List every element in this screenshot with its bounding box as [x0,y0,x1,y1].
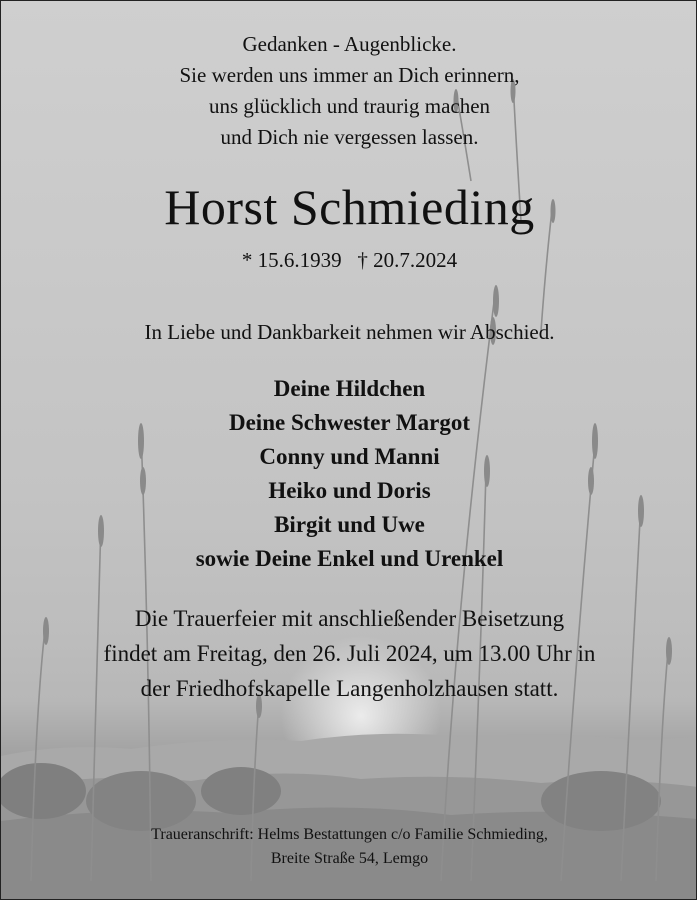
mourner-entry: Deine Hildchen [273,376,426,401]
poem-line: uns glücklich und traurig machen [208,94,491,118]
service-line: findet am Freitag, den 26. Juli 2024, um 13.00 Uhr in [103,641,596,666]
service-line: der Friedhofskapelle Langenholzhausen statt. [140,676,559,701]
mourner-entry: sowie Deine Enkel und Urenkel [195,546,504,571]
mourner-entry: Heiko und Doris [268,478,431,503]
deceased-name: Horst Schmieding [164,179,535,235]
poem-line: Sie werden uns immer an Dich erinnern, [179,63,520,87]
mourner-entry: Birgit und Uwe [274,512,425,537]
obituary-text [1,1,697,900]
mourner-entry: Deine Schwester Margot [228,410,470,435]
poem-line: Gedanken - Augenblicke. [242,32,457,56]
mourning-address [1,823,697,871]
farewell-line: In Liebe und Dankbarkeit nehmen wir Abschied. [144,320,555,344]
memorial-poem [1,29,697,153]
address-line: Traueranschrift: Helms Bestattungen c/o Familie Schmieding, [151,826,548,843]
poem-line: und Dich nie vergessen lassen. [220,125,479,149]
address-line: Breite Straße 54, Lemgo [270,850,429,867]
life-dates: * 15.6.1939 † 20.7.2024 [241,248,458,272]
funeral-service-info [1,601,697,706]
mourners-list [1,372,697,576]
service-line: Die Trauerfeier mit anschließender Beisetzung [134,606,565,631]
mourner-entry: Conny und Manni [259,444,440,469]
